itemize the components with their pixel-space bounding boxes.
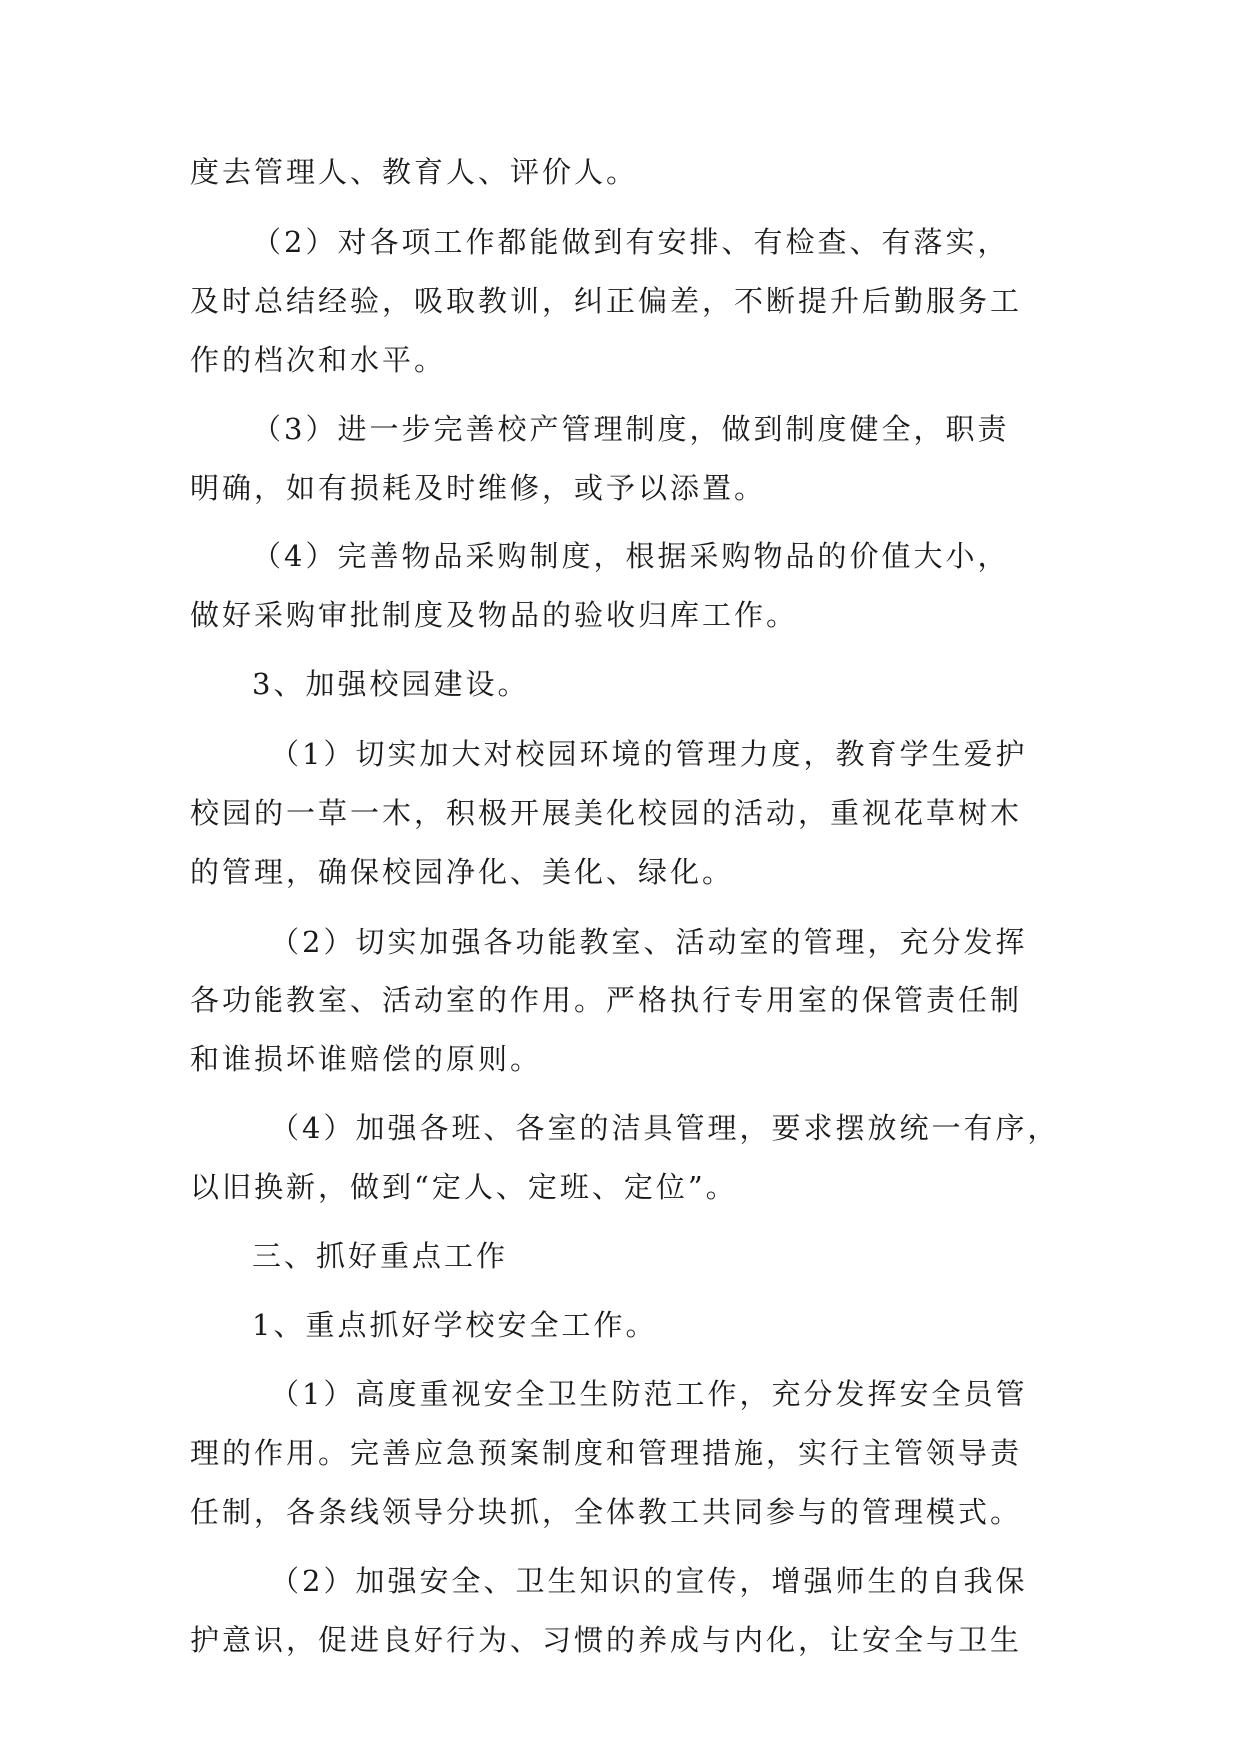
text-line: 作的档次和水平。 — [190, 343, 447, 377]
text-line: （1）切实加大对校园环境的管理力度，教育学生爱护 — [270, 737, 1028, 771]
text-line: 各功能教室、活动室的作用。严格执行专用室的保管责任制 — [190, 983, 1023, 1017]
section-heading: 三、抓好重点工作 — [252, 1239, 509, 1273]
text-line: 明确，如有损耗及时维修，或予以添置。 — [190, 471, 767, 505]
text-line: 及时总结经验，吸取教训，纠正偏差，不断提升后勤服务工 — [190, 284, 1023, 318]
text-line: 和谁损坏谁赔偿的原则。 — [190, 1042, 543, 1076]
text-line: 理的作用。完善应急预案制度和管理措施，实行主管领导责 — [190, 1436, 1023, 1470]
section-heading: 3、加强校园建设。 — [252, 667, 530, 701]
text-line: （3）进一步完善校产管理制度，做到制度健全，职责 — [252, 412, 1010, 446]
text-line: 做好采购审批制度及物品的验收归库工作。 — [190, 598, 799, 632]
text-line: （4）完善物品采购制度，根据采购物品的价值大小， — [252, 539, 1010, 573]
text-line: （1）高度重视安全卫生防范工作，充分发挥安全员管 — [270, 1377, 1028, 1411]
text-line: （4）加强各班、各室的洁具管理，要求摆放统一有序， — [270, 1111, 1060, 1145]
text-line: 的管理，确保校园净化、美化、绿化。 — [190, 855, 735, 889]
text-line: 校园的一草一木，积极开展美化校园的活动，重视花草树木 — [190, 796, 1023, 830]
text-line: 护意识，促进良好行为、习惯的养成与内化，让安全与卫生 — [190, 1623, 1023, 1657]
text-line: （2）对各项工作都能做到有安排、有检查、有落实， — [252, 225, 1010, 259]
text-line: （2）切实加强各功能教室、活动室的管理，充分发挥 — [270, 925, 1028, 959]
text-line: 度去管理人、教育人、评价人。 — [190, 155, 639, 189]
text-line: （2）加强安全、卫生知识的宣传，增强师生的自我保 — [270, 1564, 1028, 1598]
subsection-heading: 1、重点抓好学校安全工作。 — [252, 1308, 658, 1342]
text-line: 任制，各条线领导分块抓，全体教工共同参与的管理模式。 — [190, 1495, 1023, 1529]
text-line: 以旧换新，做到“定人、定班、定位”。 — [190, 1170, 738, 1204]
